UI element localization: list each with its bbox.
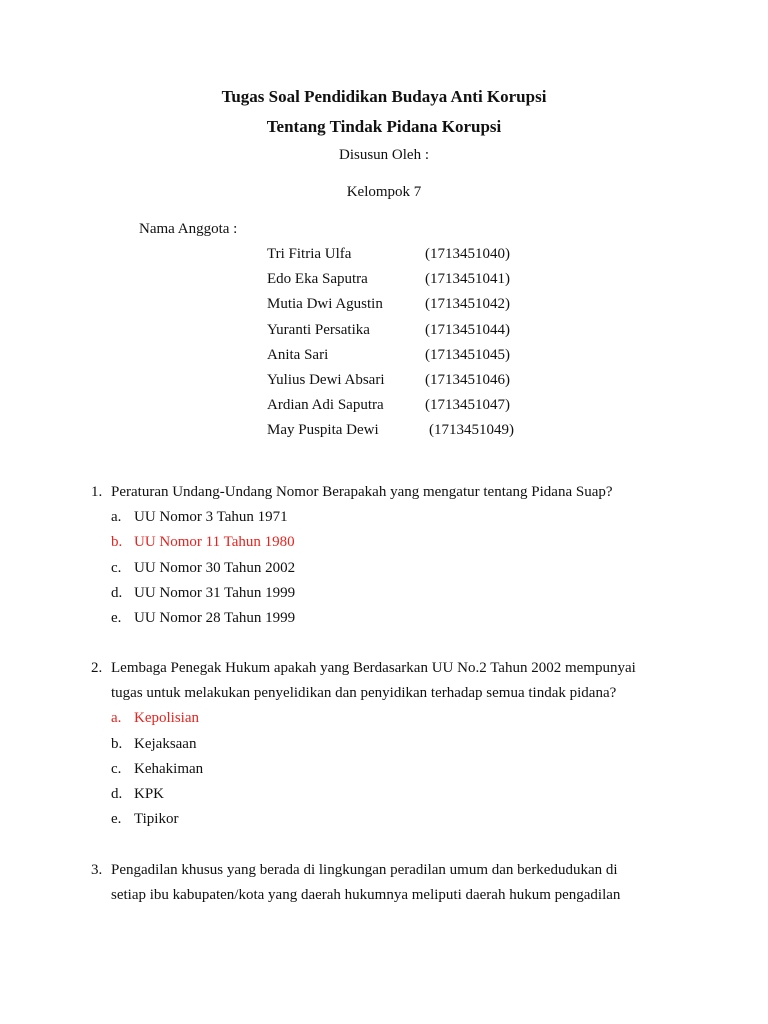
- question-number: 2.: [91, 660, 103, 676]
- compiled-by-label: Disusun Oleh :: [339, 147, 429, 163]
- option-letter: c.: [111, 560, 122, 576]
- question-number: 3.: [91, 862, 103, 878]
- option-text: KPK: [134, 786, 165, 802]
- option-letter: e.: [111, 811, 122, 827]
- option-text: UU Nomor 30 Tahun 2002: [134, 560, 296, 576]
- option-text: UU Nomor 3 Tahun 1971: [134, 509, 288, 525]
- member-id: (1713451049): [429, 422, 514, 438]
- member-id: (1713451047): [425, 397, 510, 413]
- member-id: (1713451044): [425, 322, 510, 338]
- member-name: Yulius Dewi Absari: [267, 372, 385, 388]
- members-label: Nama Anggota :: [139, 221, 238, 237]
- group-label: Kelompok 7: [346, 184, 422, 200]
- question-text: Lembaga Penegak Hukum apakah yang Berdasarkan UU No.2 Tahun 2002 mempunyai: [111, 660, 636, 676]
- member-id: (1713451046): [425, 372, 510, 388]
- option-letter: d.: [111, 786, 123, 802]
- question-text: tugas untuk melakukan penyelidikan dan penyidikan terhadap semua tindak pidana?: [111, 685, 617, 701]
- member-name: Mutia Dwi Agustin: [267, 296, 383, 312]
- document-title: Tugas Soal Pendidikan Budaya Anti Korupsi: [221, 87, 547, 106]
- member-id: (1713451041): [425, 271, 510, 287]
- question-text: Pengadilan khusus yang berada di lingkungan peradilan umum dan berkedudukan di: [111, 862, 618, 878]
- member-id: (1713451042): [425, 296, 510, 312]
- option-letter: c.: [111, 761, 122, 777]
- member-id: (1713451045): [425, 347, 510, 363]
- correct-option-text: Kepolisian: [134, 710, 199, 726]
- correct-option-letter: a.: [111, 710, 122, 726]
- member-name: Anita Sari: [267, 347, 329, 363]
- option-text: Kejaksaan: [134, 736, 197, 752]
- member-name: Edo Eka Saputra: [267, 271, 368, 287]
- correct-option-letter: b.: [111, 534, 123, 550]
- option-text: Tipikor: [134, 811, 179, 827]
- member-name: Tri Fitria Ulfa: [267, 246, 352, 262]
- option-letter: e.: [111, 610, 122, 626]
- question-text: Peraturan Undang-Undang Nomor Berapakah yang mengatur tentang Pidana Suap?: [111, 484, 613, 500]
- member-name: May Puspita Dewi: [267, 422, 379, 438]
- option-text: Kehakiman: [134, 761, 204, 777]
- member-id: (1713451040): [425, 246, 510, 262]
- member-name: Yuranti Persatika: [267, 322, 370, 338]
- option-letter: b.: [111, 736, 123, 752]
- option-text: UU Nomor 31 Tahun 1999: [134, 585, 296, 601]
- question-text: setiap ibu kabupaten/kota yang daerah hukumnya meliputi daerah hukum pengadilan: [111, 887, 621, 903]
- question-number: 1.: [91, 484, 103, 500]
- option-letter: a.: [111, 509, 122, 525]
- correct-option-text: UU Nomor 11 Tahun 1980: [134, 534, 295, 550]
- option-letter: d.: [111, 585, 123, 601]
- option-text: UU Nomor 28 Tahun 1999: [134, 610, 296, 626]
- document-subtitle: Tentang Tindak Pidana Korupsi: [266, 117, 502, 136]
- member-name: Ardian Adi Saputra: [267, 397, 384, 413]
